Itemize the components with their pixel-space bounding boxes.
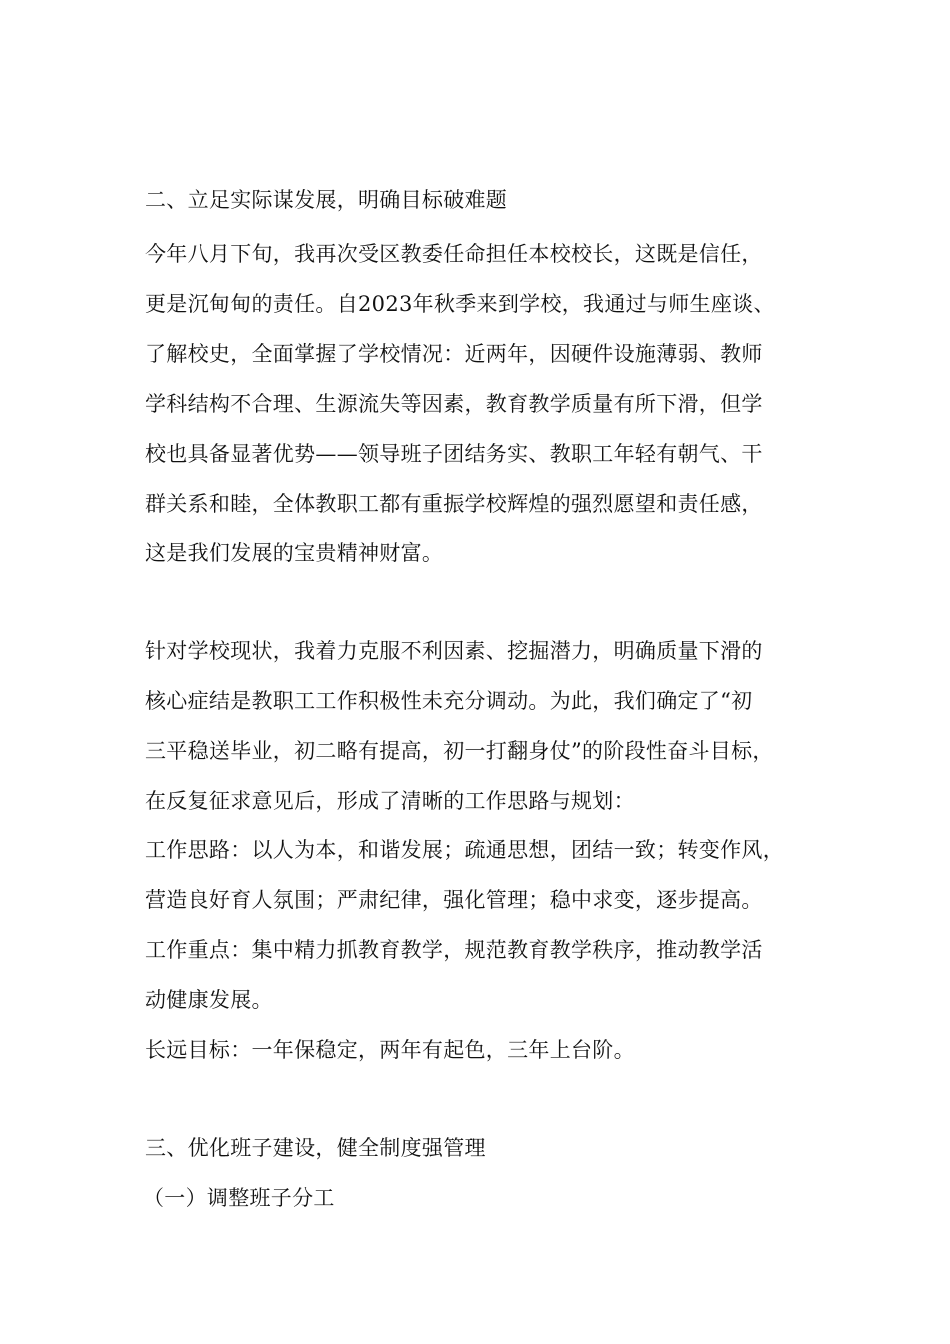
work-thinking-line-1: 工作思路：以人为本，和谐发展；疏通思想，团结一致；转变作风， — [145, 838, 784, 862]
long-term-goal: 长远目标：一年保稳定，两年有起色，三年上台阶。 — [145, 1038, 635, 1062]
work-focus-line-2: 动健康发展。 — [145, 988, 273, 1012]
para-2-line-2: 核心症结是教职工工作积极性未充分调动。为此，我们确定了“初 — [145, 689, 753, 713]
para-1-line-7: 这是我们发展的宝贵精神财富。 — [145, 541, 444, 565]
section-3-heading: 三、优化班子建设，健全制度强管理 — [145, 1136, 486, 1160]
para-2-line-3: 三平稳送毕业，初二略有提高，初一打翻身仗”的阶段性奋斗目标， — [145, 739, 774, 763]
section-2-heading: 二、立足实际谋发展，明确目标破难题 — [145, 188, 508, 212]
para-2-line-4: 在反复征求意见后，形成了清晰的工作思路与规划： — [145, 789, 635, 813]
para-1-line-5: 校也具备显著优势——领导班子团结务实、教职工年轻有朝气、干 — [145, 442, 763, 466]
para-1-line-1: 今年八月下旬，我再次受区教委任命担任本校校长，这既是信任， — [145, 242, 763, 266]
para-1-line-2: 更是沉甸甸的责任。自2023年秋季来到学校，我通过与师生座谈、 — [145, 292, 775, 316]
subsection-1-heading: （一）调整班子分工 — [143, 1186, 335, 1210]
para-1-line-4: 学科结构不合理、生源流失等因素，教育教学质量有所下滑，但学 — [145, 392, 763, 416]
work-focus-line-1: 工作重点：集中精力抓教育教学，规范教育教学秩序，推动教学活 — [145, 938, 763, 962]
para-1-line-3: 了解校史，全面掌握了学校情况：近两年，因硬件设施薄弱、教师 — [145, 342, 763, 366]
work-thinking-line-2: 营造良好育人氛围；严肃纪律，强化管理；稳中求变，逐步提高。 — [145, 888, 763, 912]
para-2-line-1: 针对学校现状，我着力克服不利因素、挖掘潜力，明确质量下滑的 — [145, 639, 763, 663]
para-1-line-6: 群关系和睦，全体教职工都有重振学校辉煌的强烈愿望和责任感， — [145, 492, 763, 516]
